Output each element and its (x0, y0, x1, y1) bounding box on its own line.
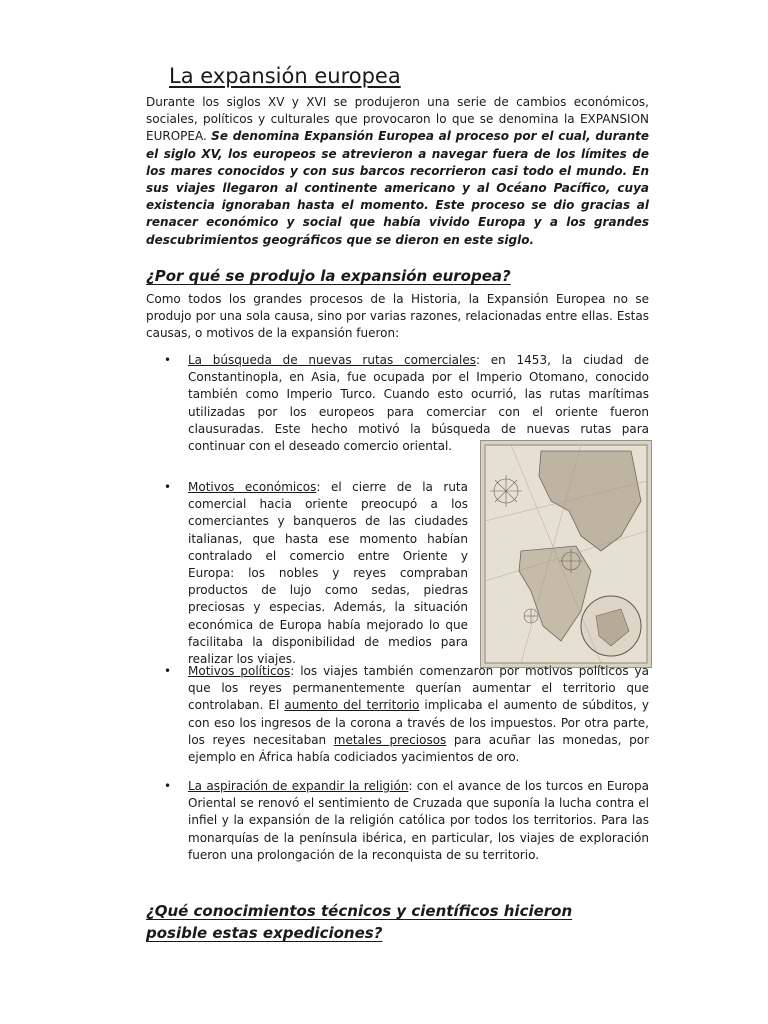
bullet-text: para acuñar las monedas, por ejemplo en África había codiciados yacimientos de oro. (188, 732, 650, 765)
underlined-phrase: aumento del territorio (284, 698, 420, 713)
bullet-marker: • (164, 480, 172, 494)
bullet-text: : el cierre de la ruta comercial hacia oriente preocupó a los comerciantes y banqueros de las ciudades italianas, que hasta ese momento habían contralado el comercio entre Oriente y Europa: los nobles y reyes compraban productos de lujo como sedas, piedras preciosas y especias. Además, la situación económica de Europa había mejorado lo que facilitaba la disponibilidad de medios para realizar los viajes. (188, 480, 468, 667)
bullet-label: La aspiración de expandir la religión (188, 779, 409, 793)
intro-plain-text: Durante los siglos XV y XVI se produjeron una serie de cambios económicos, sociales, políticos y culturales que provocaron lo que se denomina la EXPANSION EUROPEA. (146, 95, 649, 144)
underlined-phrase: metales preciosos (333, 732, 447, 747)
bullet-text: : en 1453, la ciudad de Constantinopla, en Asia, fue ocupada por el Imperio Otomano, conocido también como Imperio Turco. Cuando esto ocurrió, las rutas marítimas utilizadas por los europeos para comerciar con el oriente fueron clausuradas. Este hecho motivó la búsqueda de nuevas rutas para continuar con el deseado comercio oriental. (188, 353, 649, 454)
bullet-label: Motivos políticos (188, 664, 291, 678)
map-illustration (481, 441, 651, 667)
page-title: La expansión europea (169, 64, 401, 88)
historic-map-image (480, 440, 652, 668)
bullet-text: : con el avance de los turcos en Europa Oriental se renovó el sentimiento de Cruzada que suponía la lucha contra el infiel y la expansión de la religión católica por todos los territorios. Para las monarquías de la península ibérica, en particular, los viajes de exploración fueron una prolongación de la reconquista de su territorio. (188, 779, 649, 862)
bullet-marker: • (164, 779, 172, 793)
bullet-item-religion (188, 778, 649, 864)
bullet-label: La búsqueda de nuevas rutas comerciales (188, 353, 476, 367)
section-heading-causes: ¿Por qué se produjo la expansión europea? (146, 267, 511, 285)
section-heading-knowledge: ¿Qué conocimientos técnicos y científicos hicieron posible estas expediciones? (146, 902, 573, 942)
bullet-item-economic (188, 479, 468, 668)
bullet-marker: • (164, 664, 172, 678)
intro-paragraph (146, 94, 649, 249)
bullet-label: Motivos económicos (188, 480, 317, 494)
bullet-item-political (188, 663, 649, 766)
intro-bold-text: Se denomina Expansión Europea al proceso por el cual, durante el siglo XV, los europeos se atrevieron a navegar fuera de los límites de los mares conocidos y con sus barcos recorrieron casi todo el mundo. En sus viajes llegaron al continente americano y al Océano Pacífico, cuya existencia ignoraban hasta el momento. Este proceso se dio gracias al renacer económico y social que había vivido Europa y a los grandes descubrimientos geográficos que se dieron en este siglo. (146, 129, 649, 247)
bullet-text: : los viajes también comenzaron por motivos políticos ya que los reyes permanentemente querían aumentar el territorio que controlaban. El (188, 664, 649, 713)
bullet-marker: • (164, 353, 172, 367)
bullet-text: implicaba el aumento de súbditos, y con eso los ingresos de la corona a través de los impuestos. Por otra parte, los reyes necesitaban (188, 698, 649, 747)
causes-intro-paragraph: Como todos los grandes procesos de la Historia, la Expansión Europea no se produjo por una sola causa, sino por varias razones, relacionadas entre ellas. Estas causas, o motivos de la expansión fueron: (146, 292, 649, 341)
